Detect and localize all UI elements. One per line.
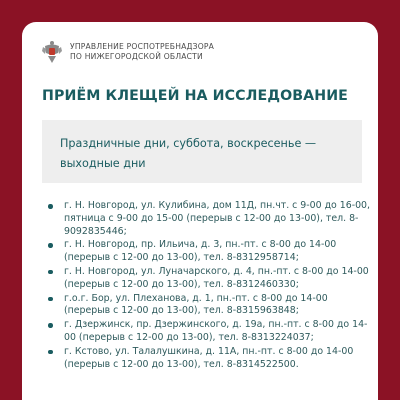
list-item	[44, 346, 374, 372]
bullet-icon	[48, 323, 53, 328]
holiday-notice-text: Праздничные дни, суббота, воскресенье — выходные дни	[60, 137, 317, 170]
location-text: г. Кстово, ул. Талалушкина, д. 11А, пн.-пт. с 8-00 до 14-00 (перерыв с 12-00 до 13-00), тел. 8-8314522500.	[64, 345, 354, 370]
list-item	[44, 293, 374, 319]
holiday-notice	[42, 120, 362, 183]
bullet-icon	[48, 297, 53, 302]
list-item	[44, 319, 374, 345]
bullet-icon	[48, 204, 53, 209]
agency-name-line2: ПО НИЖЕГОРОДСКОЙ ОБЛАСТИ	[70, 52, 203, 61]
agency-name	[70, 42, 214, 62]
bullet-icon	[48, 350, 53, 355]
agency-name-line1: УПРАВЛЕНИЕ РОСПОТРЕБНАДЗОРА	[70, 42, 215, 51]
list-item	[44, 239, 374, 265]
location-text: г. Н. Новгород, ул. Луначарского, д. 4, пн.-пт. с 8-00 до 14-00 (перерыв с 12-00 до 13-00), тел. 8-8312460330;	[64, 265, 369, 290]
bullet-icon	[48, 243, 53, 248]
locations-list	[44, 200, 374, 372]
list-item	[44, 200, 374, 238]
emblem-icon	[42, 40, 62, 64]
location-text: г. Н. Новгород, ул. Кулибина, дом 11Д, пн.чт. с 9-00 до 16-00, пятница с 9-00 до 15-00 (перерыв с 12-00 до 13-00), тел. 8-9092835446;	[64, 200, 370, 237]
info-card	[22, 22, 378, 400]
agency-header	[42, 40, 214, 64]
location-text: г. Дзержинск, пр. Дзержинского, д. 19а, пн.-пт. с 8-00 до 14-00 (перерыв с 12-00 до 13-00), тел. 8-8313224037;	[64, 319, 368, 343]
bullet-icon	[48, 270, 53, 275]
list-item	[44, 266, 374, 292]
location-text: г.о.г. Бор, ул. Плеханова, д. 1, пн.-пт. с 8-00 до 14-00 (перерыв с 12-00 до 13-00), тел. 8-8315963848;	[64, 292, 328, 317]
page-title: ПРИЁМ КЛЕЩЕЙ НА ИССЛЕДОВАНИЕ	[42, 88, 348, 104]
location-text: г. Н. Новгород, пр. Ильича, д. 3, пн.-пт. с 8-00 до 14-00 (перерыв с 12-00 до 13-00), тел. 8-8312958714;	[64, 239, 337, 264]
